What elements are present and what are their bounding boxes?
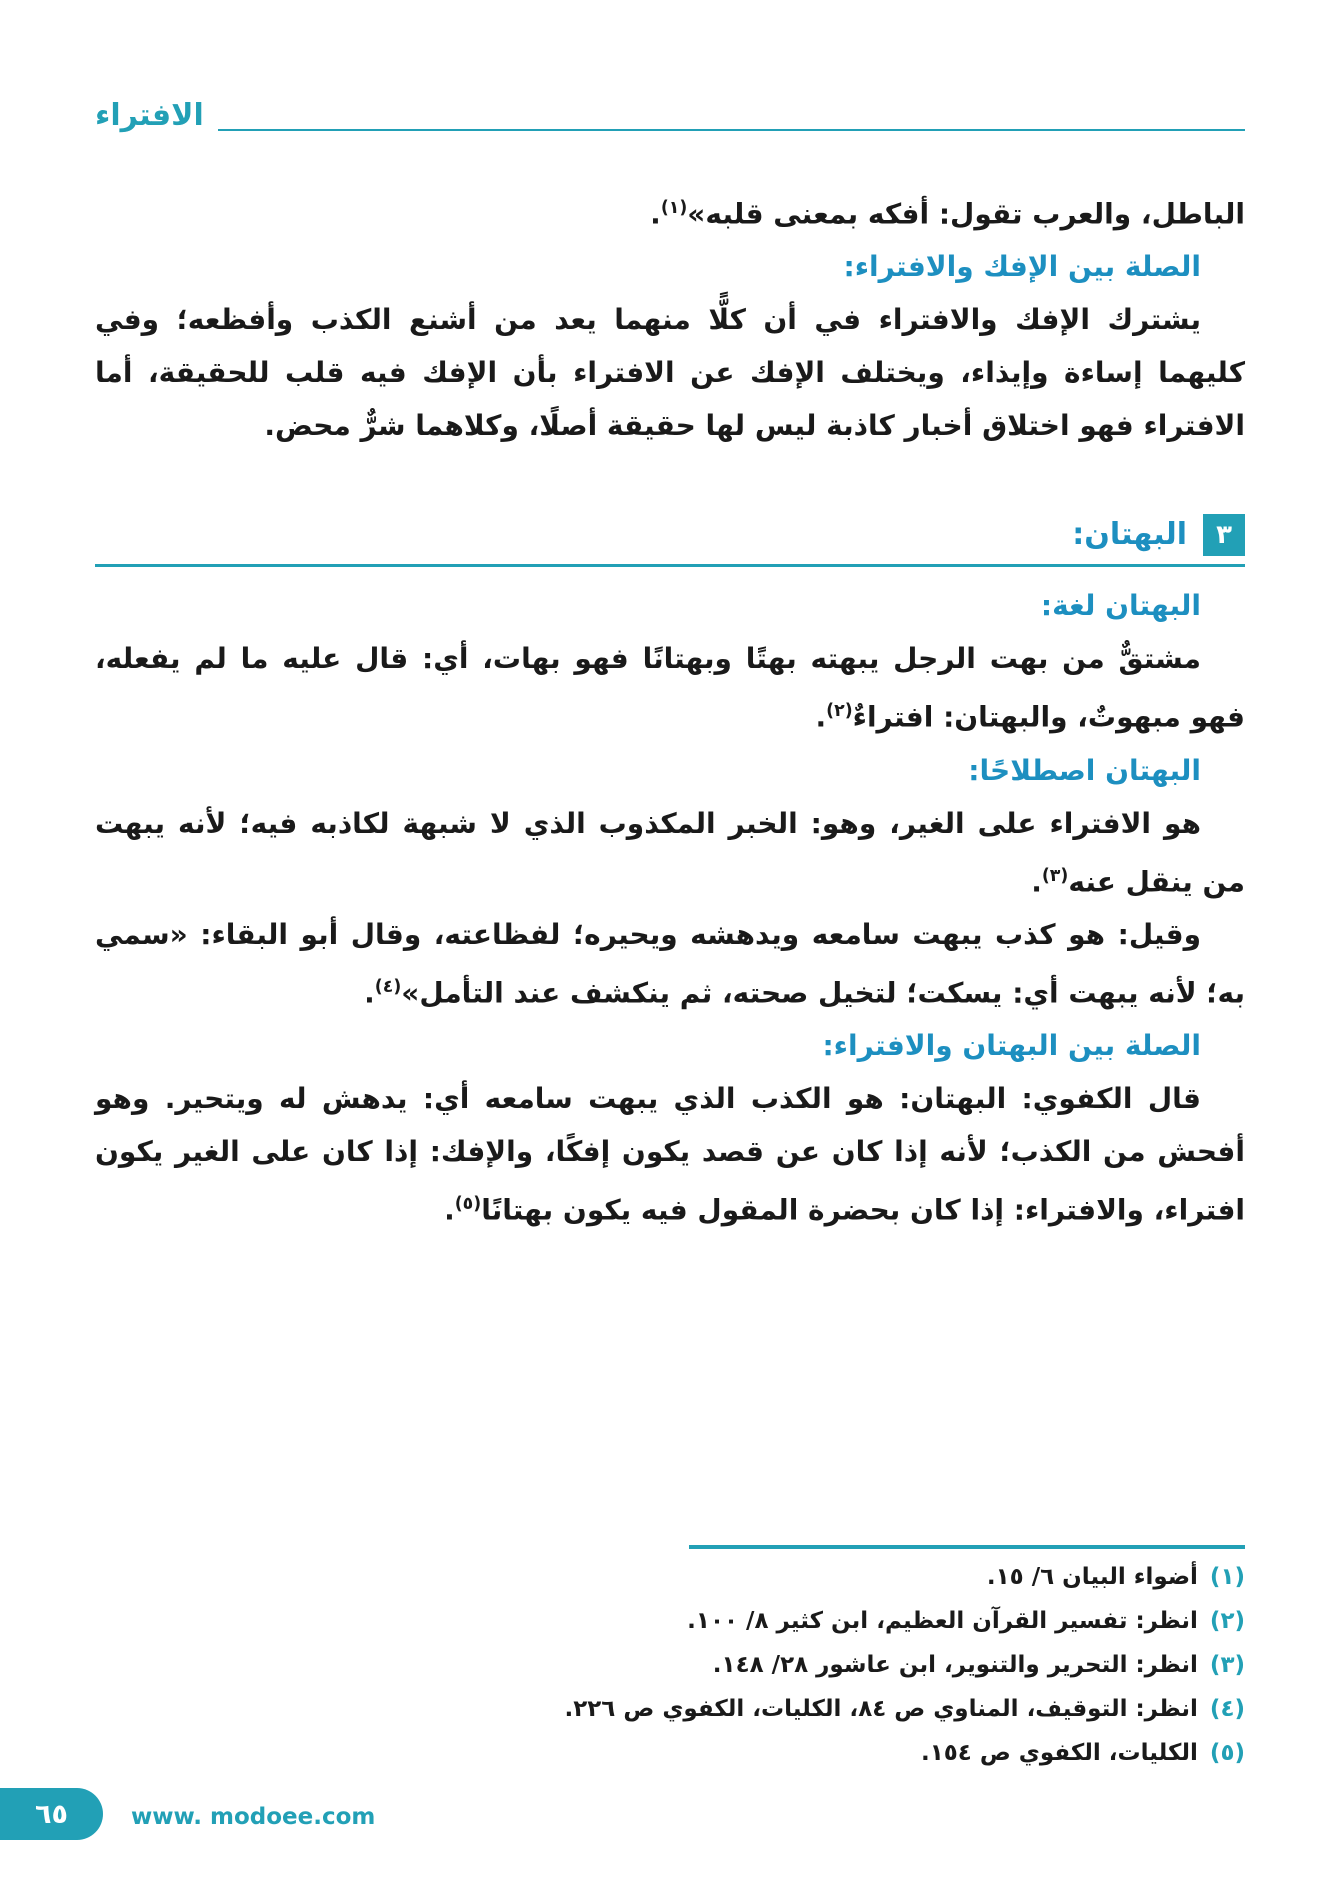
paragraph-text: الباطل، والعرب تقول: أفكه بمعنى قلبه» xyxy=(687,197,1245,231)
footnote-number: (٤) xyxy=(1209,1695,1245,1722)
footnote-row xyxy=(95,1687,1245,1731)
footnote-ref-3-marker: (٣) xyxy=(1041,865,1069,886)
paragraph-continuation xyxy=(95,182,1245,240)
running-head-title: الافتراء xyxy=(95,98,204,133)
paragraph-buhtan-lugha xyxy=(95,632,1245,743)
paragraph-tail: . xyxy=(815,700,827,734)
footnote-row xyxy=(95,1731,1245,1775)
footnote-number: (٥) xyxy=(1209,1739,1245,1766)
footnote-row xyxy=(95,1555,1245,1599)
paragraph-text: هو الافتراء على الغير، وهو: الخبر المكذوب الذي لا شبهة لكاذبه فيه؛ لأنه يبهت من ينقل عنه xyxy=(95,806,1245,898)
footnote-ref-5-marker: (٥) xyxy=(454,1194,482,1215)
subheading-silah-buhtan-iftira: الصلة بين البهتان والافتراء: xyxy=(822,1029,1201,1063)
footnote-row xyxy=(95,1643,1245,1687)
section-number-badge: ٣ xyxy=(1203,514,1245,556)
section-divider-rule xyxy=(95,564,1245,567)
footnote-ref-1-marker: (١) xyxy=(660,198,688,218)
footnote-ref-4-marker: (٤) xyxy=(374,976,402,997)
section-heading-row xyxy=(95,514,1245,556)
footnote-row xyxy=(95,1599,1245,1643)
section-title-buhtan: البهتان: xyxy=(1072,517,1187,553)
subheading-buhtan-istilah: البهتان اصطلاحًا: xyxy=(968,753,1201,787)
paragraph-tail: . xyxy=(650,197,661,231)
footnote-text: انظر: التوقيف، المناوي ص ٨٤، الكليات، الكفوي ص ٢٢٦. xyxy=(564,1695,1198,1722)
paragraph-text: وقيل: هو كذب يبهت سامعه ويدهشه ويحيره؛ لفظاعته، وقال أبو البقاء: «سمي به؛ لأنه يبهت أي: يسكت؛ لتخيل صحته، ثم ينكشف عند التأمل» xyxy=(95,917,1245,1010)
subheading-buhtan-lugha: البهتان لغة: xyxy=(1040,589,1201,623)
footnote-ref-2-marker: (٢) xyxy=(826,701,853,722)
paragraph-tail: . xyxy=(1031,864,1042,898)
page-header xyxy=(95,96,1245,136)
paragraph-kafawi xyxy=(95,1072,1245,1236)
page-number: ٦٥ xyxy=(35,1798,68,1830)
paragraph-text: قال الكفوي: البهتان: هو الكذب الذي يبهت سامعه أي: يدهش له ويتحير. وهو أفحش من الكذب؛ لأنه إذا كان عن قصد يكون إفكًا، والإفك: إذا كان على الغير يكون افتراء، والافتراء: إذا كان بحضرة المقول فيه يكون بهتانًا xyxy=(95,1082,1245,1227)
paragraph-tail: . xyxy=(444,1193,455,1227)
footnote-separator-rule xyxy=(689,1545,1245,1549)
footnote-number: (٣) xyxy=(1209,1651,1245,1678)
paragraph-tail: . xyxy=(364,976,375,1010)
footnote-text: أضواء البيان ٦/ ١٥. xyxy=(986,1563,1198,1590)
paragraph-waqila xyxy=(95,908,1245,1019)
paragraph-text: مشتقٌّ من بهت الرجل يبهته بهتًا وبهتانًا فهو بهات، أي: قال عليه ما لم يفعله، فهو مبهوتٌ، والبهتان: افتراءٌ xyxy=(95,642,1245,734)
paragraph-ifk-vs-iftira: يشترك الإفك والافتراء في أن كلًّا منهما يعد من أشنع الكذب وأفظعه؛ وفي كليهما إساءة وإيذاء، ويختلف الإفك عن الافتراء بأن الإفك فيه قلب للحقيقة، أما الافتراء فهو اختلاق أخبار كاذبة ليس لها حقيقة أصلًا، وكلاهما شرٌّ محض. xyxy=(95,303,1245,443)
footnote-number: (٢) xyxy=(1209,1607,1245,1634)
paragraph-buhtan-istilah xyxy=(95,797,1245,908)
subheading-silah-ifk-iftira: الصلة بين الإفك والافتراء: xyxy=(843,250,1201,284)
header-rule xyxy=(218,129,1245,131)
footnotes-block xyxy=(95,1555,1245,1775)
page-content xyxy=(95,182,1245,1775)
footnote-text: انظر: تفسير القرآن العظيم، ابن كثير ٨/ ١٠٠. xyxy=(687,1607,1198,1634)
footnote-number: (١) xyxy=(1209,1563,1245,1590)
page-number-tab xyxy=(0,1788,103,1840)
publisher-website: www. modoee.com xyxy=(131,1804,376,1830)
footnote-text: الكليات، الكفوي ص ١٥٤. xyxy=(920,1739,1198,1766)
footnote-text: انظر: التحرير والتنوير، ابن عاشور ٢٨/ ١٤٨. xyxy=(712,1651,1198,1678)
